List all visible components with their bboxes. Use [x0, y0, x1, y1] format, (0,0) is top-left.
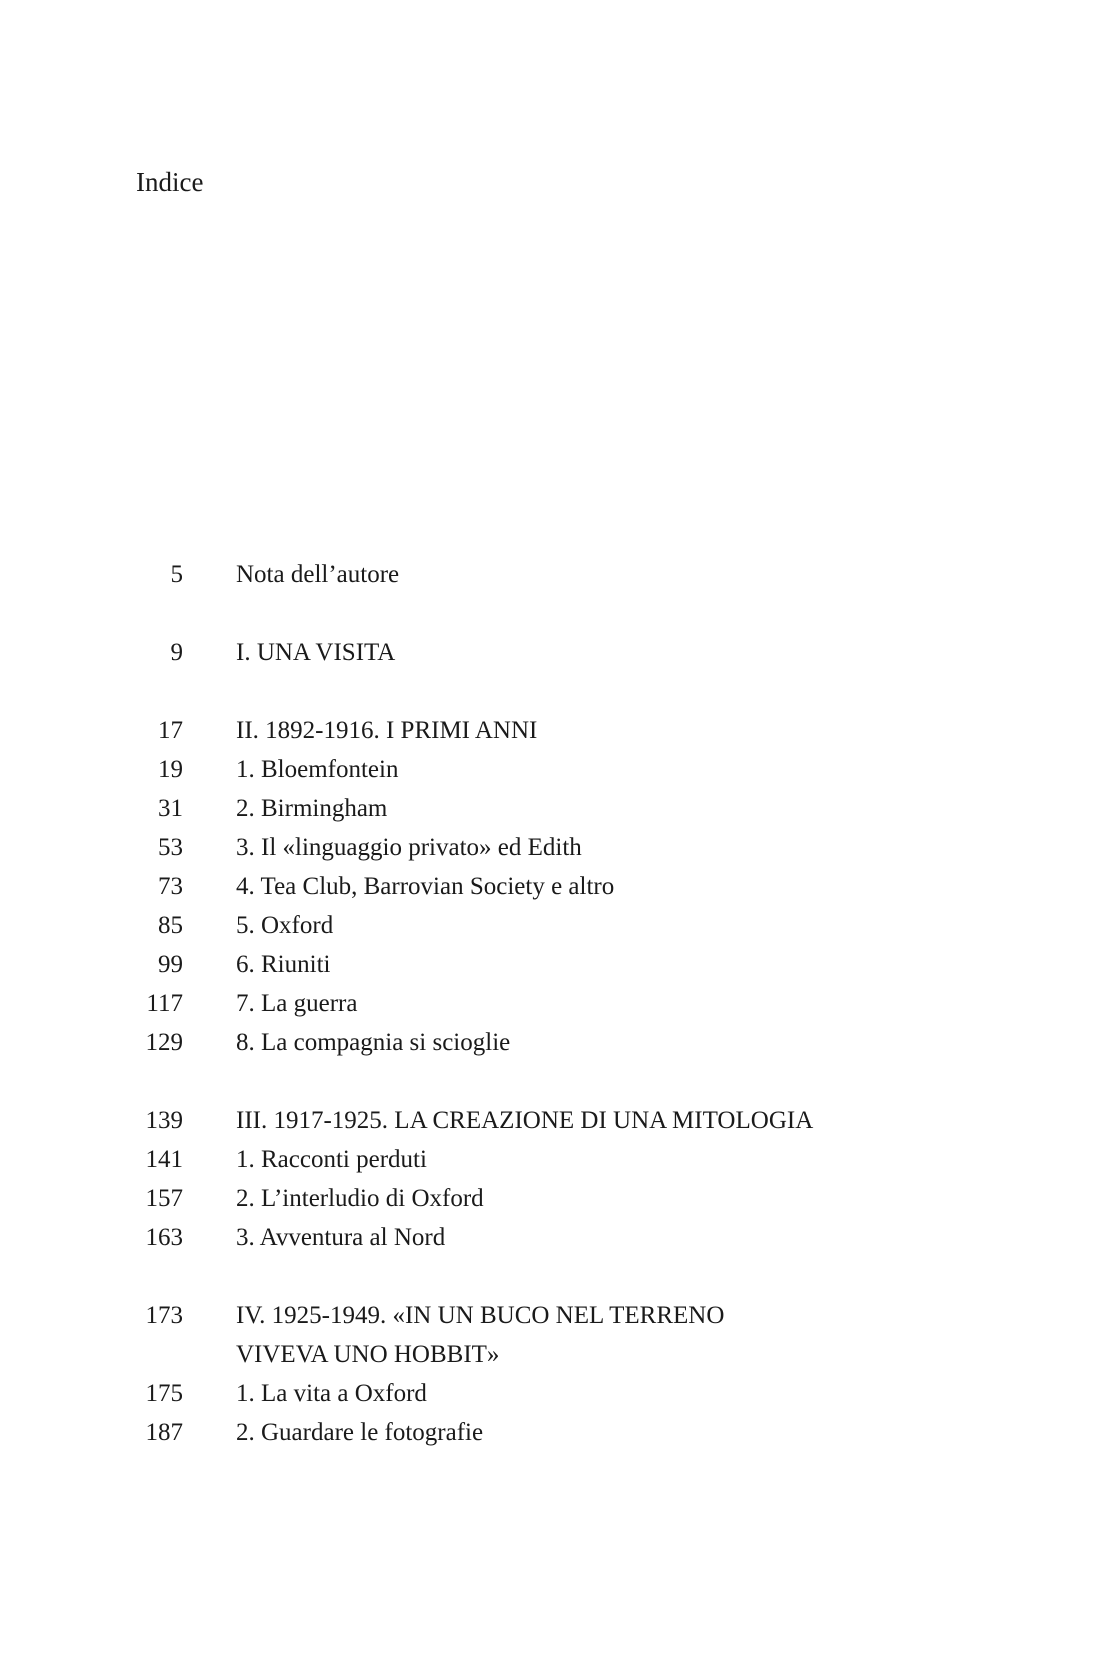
- toc-page-number: 9: [170, 639, 183, 666]
- toc-page-number: 53: [158, 834, 183, 861]
- toc-entry-title: 4. Tea Club, Barrovian Society e altro: [236, 873, 615, 900]
- toc-entry: [0, 1023, 1103, 1062]
- toc-entry: [0, 984, 1103, 1023]
- toc-entry: [0, 828, 1103, 867]
- toc-entry-title: 5. Oxford: [236, 912, 334, 939]
- toc-page-number: 117: [146, 990, 183, 1017]
- toc-entry-title: 2. Guardare le fotografie: [236, 1419, 484, 1446]
- toc-entry-title: 8. La compagnia si scioglie: [236, 1029, 511, 1056]
- toc-page-number: 163: [145, 1224, 183, 1251]
- toc-entry: [0, 945, 1103, 984]
- toc-entry: [0, 1218, 1103, 1257]
- toc-page-number: 187: [145, 1419, 183, 1446]
- toc-page-number: 85: [158, 912, 183, 939]
- toc-page-number: 31: [158, 795, 183, 822]
- toc-entry-title: 6. Riuniti: [236, 951, 331, 978]
- toc-entry: [0, 1140, 1103, 1179]
- toc-entry: [0, 1374, 1103, 1413]
- toc-entry-title: 2. Birmingham: [236, 795, 388, 822]
- toc-entry: [0, 1296, 1103, 1374]
- toc-page-number: 129: [145, 1029, 183, 1056]
- toc-entry-title: 7. La guerra: [236, 990, 358, 1017]
- toc-entry: [0, 1413, 1103, 1452]
- toc-entry: [0, 1101, 1103, 1140]
- toc-page-number: 73: [158, 873, 183, 900]
- toc-entry-title: 1. Bloemfontein: [236, 756, 399, 783]
- toc-entry: [0, 1179, 1103, 1218]
- toc-entry-title: 3. Il «linguaggio privato» ed Edith: [236, 834, 582, 861]
- toc-entry-title: Nota dell’autore: [236, 561, 400, 588]
- toc-entry-title: 3. Avventura al Nord: [236, 1224, 446, 1251]
- toc-entry-title: 1. La vita a Oxford: [236, 1380, 427, 1407]
- toc-entry: [0, 750, 1103, 789]
- toc-entry-title: II. 1892-1916. I PRIMI ANNI: [236, 717, 538, 744]
- toc-entry-title: III. 1917-1925. LA CREAZIONE DI UNA MITOLOGIA: [236, 1107, 814, 1134]
- toc-entry-title: I. UNA VISITA: [236, 639, 396, 666]
- toc-page-number: 141: [145, 1146, 183, 1173]
- toc-page-number: 19: [158, 756, 183, 783]
- toc-entry: [0, 555, 1103, 594]
- toc-page-number: 17: [158, 717, 183, 744]
- toc-entry: [0, 906, 1103, 945]
- toc-entry: [0, 633, 1103, 672]
- toc-page-number: 157: [145, 1185, 183, 1212]
- toc-entry-title: 2. L’interludio di Oxford: [236, 1185, 484, 1212]
- toc-page-number: 175: [145, 1380, 183, 1407]
- table-of-contents: [0, 555, 1103, 1452]
- toc-entry: [0, 711, 1103, 750]
- toc-entry: [0, 867, 1103, 906]
- toc-page-number: 139: [145, 1107, 183, 1134]
- toc-page-number: 99: [158, 951, 183, 978]
- toc-entry-title: 1. Racconti perduti: [236, 1146, 427, 1173]
- toc-entry-title: IV. 1925-1949. «IN UN BUCO NEL TERRENO VIVEVA UNO HOBBIT»: [236, 1302, 725, 1368]
- toc-page-number: 173: [145, 1302, 183, 1329]
- toc-entry: [0, 789, 1103, 828]
- toc-page-number: 5: [170, 561, 183, 588]
- page-title: Indice: [136, 167, 204, 197]
